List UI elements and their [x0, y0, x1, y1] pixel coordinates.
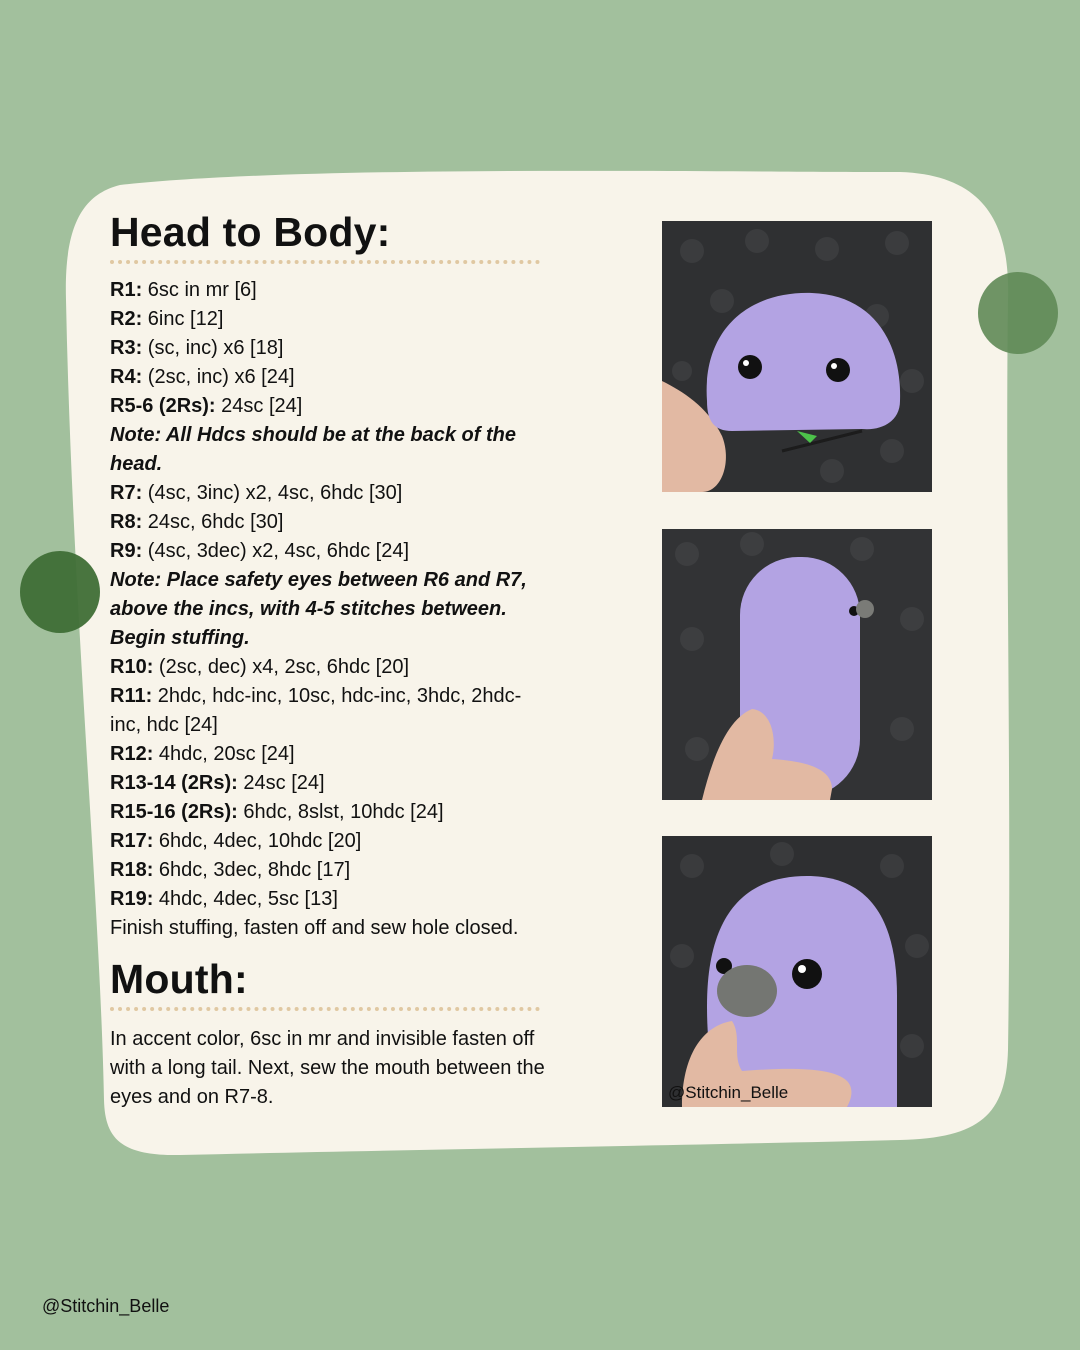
- photo-body-side: [662, 529, 932, 800]
- round-label: R13-14 (2Rs):: [110, 772, 238, 794]
- dotted-divider: [110, 1007, 540, 1011]
- round-label: R9:: [110, 540, 143, 562]
- pattern-round: [110, 508, 550, 537]
- pattern-round: [110, 363, 550, 392]
- pattern-round: [110, 740, 550, 769]
- round-text: (4sc, 3inc) x2, 4sc, 6hdc [30]: [142, 482, 403, 504]
- round-label: R7:: [110, 482, 143, 504]
- pattern-note: [110, 566, 550, 653]
- pattern-round: [110, 334, 550, 363]
- head-to-body-rounds: [110, 276, 550, 943]
- round-text: 6hdc, 3dec, 8hdc [17]: [153, 859, 351, 881]
- pattern-round: [110, 827, 550, 856]
- round-text: (sc, inc) x6 [18]: [142, 337, 284, 359]
- round-label: R1:: [110, 279, 143, 301]
- pattern-round: [110, 537, 550, 566]
- round-text: 24sc, 6hdc [30]: [142, 511, 284, 533]
- round-text: 2hdc, hdc-inc, 10sc, hdc-inc, 3hdc, 2hdc-inc, hdc [24]: [110, 685, 522, 736]
- pattern-round: [110, 914, 550, 943]
- pattern-round: [110, 798, 550, 827]
- round-text: Finish stuffing, fasten off and sew hole closed.: [110, 917, 519, 939]
- pattern-round: [110, 276, 550, 305]
- round-text: 6hdc, 8slst, 10hdc [24]: [237, 801, 444, 823]
- round-text: (2sc, inc) x6 [24]: [142, 366, 295, 388]
- round-label: R3:: [110, 337, 143, 359]
- round-text: In accent color, 6sc in mr and invisible fasten off with a long tail. Next, sew the mouth between the eyes and on R7-8.: [110, 1028, 551, 1108]
- pattern-text: [110, 204, 550, 1112]
- pattern-note: [110, 421, 550, 479]
- round-label: R19:: [110, 888, 154, 910]
- pattern-round: [110, 856, 550, 885]
- round-label: R5-6 (2Rs):: [110, 395, 216, 417]
- round-label: R8:: [110, 511, 143, 533]
- pattern-round: [110, 682, 550, 740]
- round-text: 4hdc, 20sc [24]: [153, 743, 295, 765]
- round-label: R18:: [110, 859, 154, 881]
- round-text: (2sc, dec) x4, 2sc, 6hdc [20]: [153, 656, 410, 678]
- section-title-head-to-body: Head to Body:: [110, 209, 391, 255]
- pattern-round: [110, 653, 550, 682]
- pattern-round: [110, 479, 550, 508]
- round-text: 24sc [24]: [237, 772, 325, 794]
- round-text: 6sc in mr [6]: [142, 279, 257, 301]
- photo-front-mouth: [662, 836, 932, 1107]
- decorative-circle-right: [978, 272, 1058, 354]
- pattern-round: [110, 305, 550, 334]
- round-label: R11:: [110, 685, 153, 707]
- pattern-round: [110, 1025, 550, 1112]
- round-text: (4sc, 3dec) x2, 4sc, 6hdc [24]: [142, 540, 410, 562]
- mouth-instructions: [110, 1025, 550, 1112]
- note-text: Note: All Hdcs should be at the back of the head.: [110, 424, 522, 475]
- footer-handle: @Stitchin_Belle: [42, 1296, 170, 1316]
- round-label: R17:: [110, 830, 154, 852]
- pattern-round: [110, 392, 550, 421]
- round-label: R15-16 (2Rs):: [110, 801, 238, 823]
- round-text: 6hdc, 4dec, 10hdc [20]: [153, 830, 362, 852]
- pattern-round: [110, 769, 550, 798]
- pattern-round: [110, 885, 550, 914]
- section-title-mouth: Mouth:: [110, 956, 248, 1002]
- photo-watermark: @Stitchin_Belle: [668, 1083, 789, 1102]
- decorative-circle-left: [20, 551, 100, 633]
- round-label: R12:: [110, 743, 154, 765]
- round-label: R10:: [110, 656, 154, 678]
- round-text: 24sc [24]: [215, 395, 303, 417]
- round-text: 4hdc, 4dec, 5sc [13]: [153, 888, 338, 910]
- dotted-divider: [110, 260, 540, 264]
- photo-head: [662, 221, 932, 492]
- round-text: 6inc [12]: [142, 308, 224, 330]
- round-label: R2:: [110, 308, 143, 330]
- round-label: R4:: [110, 366, 143, 388]
- note-text: Note: Place safety eyes between R6 and R7, above the incs, with 4-5 stitches between. Begin stuffing.: [110, 569, 533, 649]
